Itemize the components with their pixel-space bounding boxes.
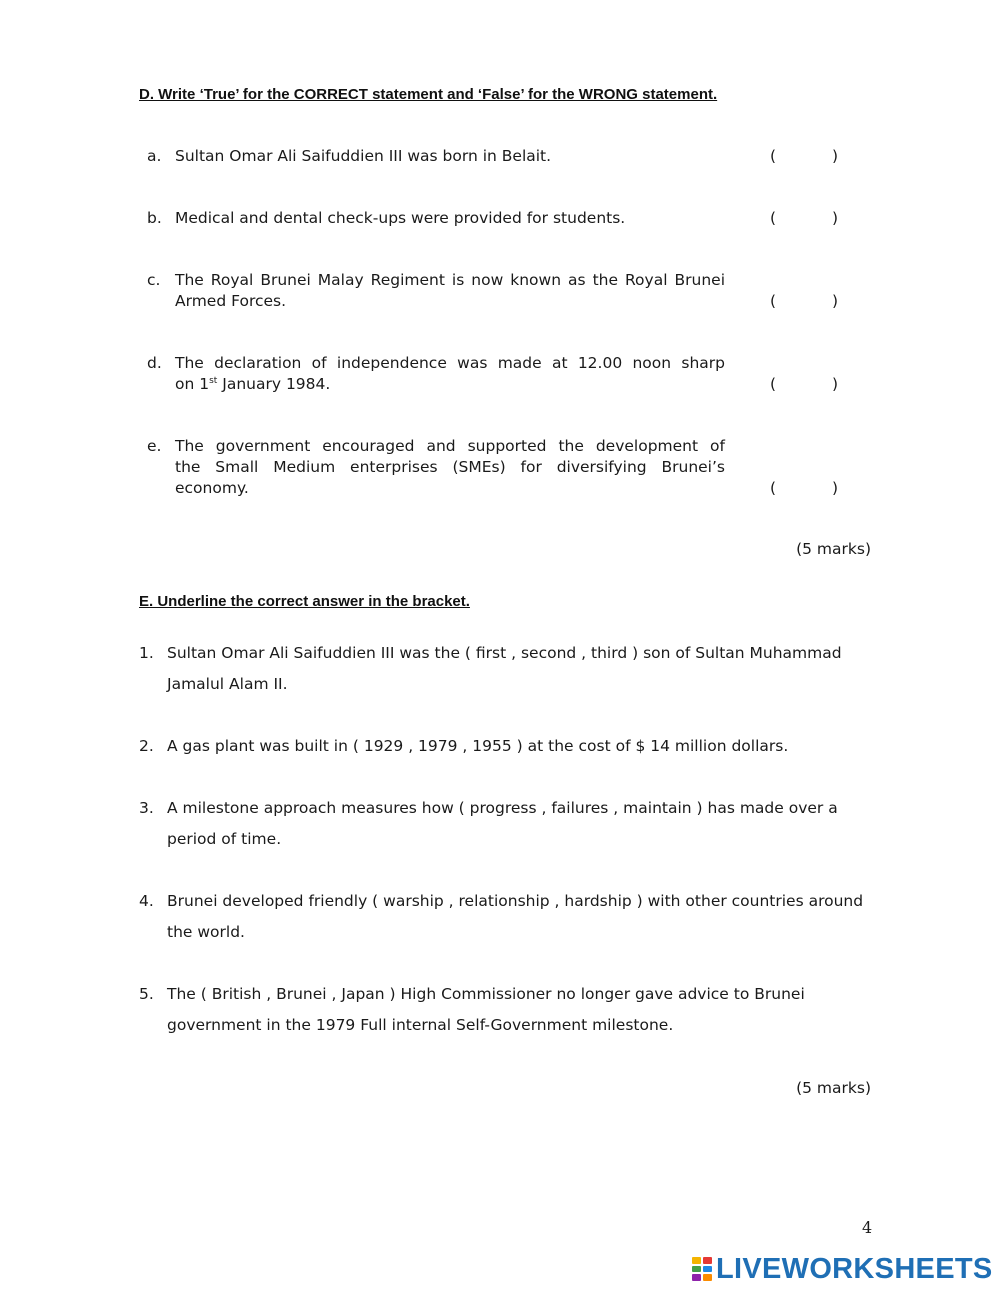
question-text[interactable]: Sultan Omar Ali Saifuddien III was the ( first , second , third ) son of Sultan Muhammad Jamalul Alam II. — [167, 644, 842, 693]
tf-statement: The Royal Brunei Malay Regiment is now known as the Royal Brunei Armed Forces. — [175, 271, 725, 310]
tf-letter: d. — [147, 354, 162, 372]
tf-letter: b. — [147, 209, 162, 227]
liveworksheets-logo[interactable] — [692, 1253, 993, 1285]
section-d-heading: D. Write ‘True’ for the CORRECT statement and ‘False’ for the WRONG statement. — [139, 86, 718, 103]
question-number: 5. — [139, 985, 154, 1003]
section-e-marks: (5 marks) — [796, 1079, 871, 1097]
question-number: 1. — [139, 644, 154, 662]
question-text[interactable]: Brunei developed friendly ( warship , relationship , hardship ) with other countries around the world. — [167, 892, 864, 941]
question-number: 2. — [139, 737, 154, 755]
question-text[interactable]: The ( British , Brunei , Japan ) High Commissioner no longer gave advice to Brunei government in the 1979 Full internal Self-Government milestone. — [167, 985, 805, 1034]
tf-letter: e. — [147, 437, 162, 455]
question-number: 4. — [139, 892, 154, 910]
tf-statement: The government encouraged and supported the development of the Small Medium enterprises (SMEs) for diversifying Brunei’s economy. — [175, 437, 725, 497]
question-text[interactable]: A milestone approach measures how ( progress , failures , maintain ) has made over a period of time. — [167, 799, 838, 848]
question-text[interactable]: A gas plant was built in ( 1929 , 1979 , 1955 ) at the cost of $ 14 million dollars. — [167, 737, 789, 755]
tf-letter: c. — [147, 271, 161, 289]
liveworksheets-icon — [692, 1257, 712, 1281]
tf-statement: Medical and dental check-ups were provided for students. — [175, 209, 626, 227]
tf-letter: a. — [147, 147, 162, 165]
tf-statement: Sultan Omar Ali Saifuddien III was born in Belait. — [175, 147, 552, 165]
section-d-marks: (5 marks) — [796, 540, 871, 558]
question-number: 3. — [139, 799, 154, 817]
page-number: 4 — [862, 1218, 873, 1237]
tf-statement: The declaration of independence was made at 12.00 noon sharp on 1st January 1984. — [175, 354, 725, 393]
section-e-heading: E. Underline the correct answer in the bracket. — [139, 593, 470, 610]
brand-name: LIVEWORKSHEETS — [716, 1252, 993, 1285]
